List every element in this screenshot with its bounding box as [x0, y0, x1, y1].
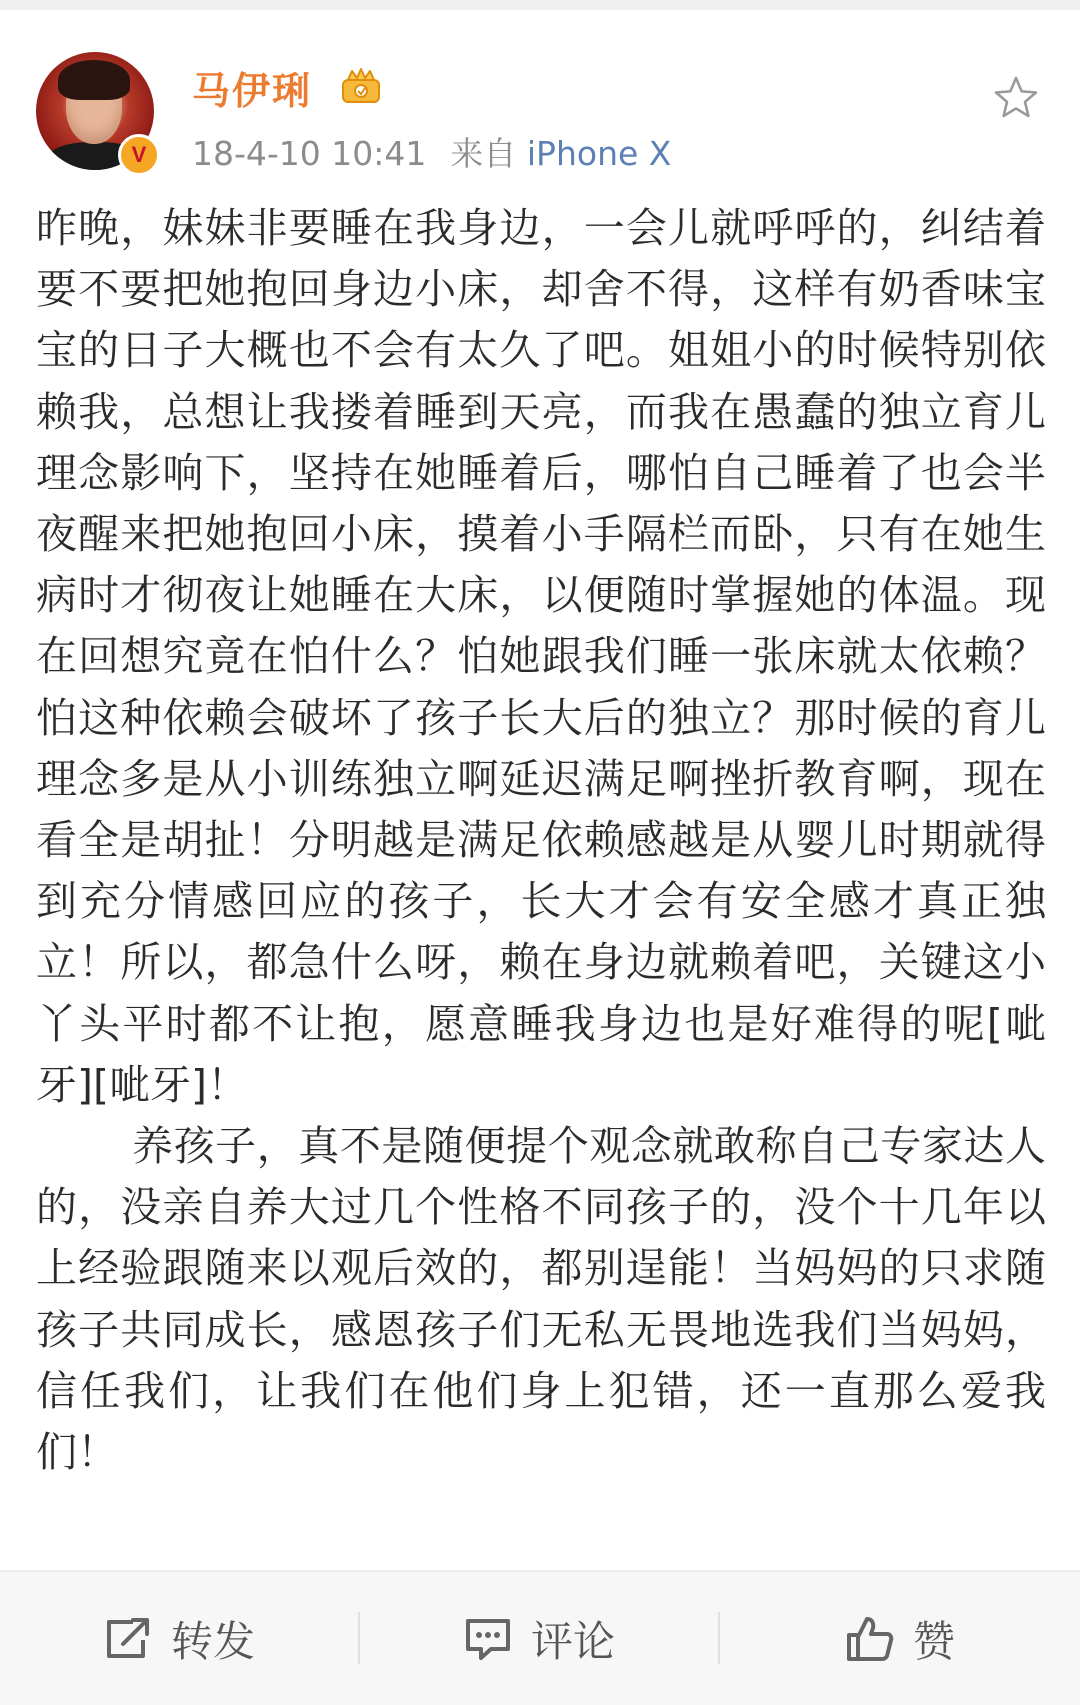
- thumbs-up-icon: [845, 1615, 895, 1663]
- avatar[interactable]: [36, 52, 154, 170]
- post-paragraph-2: 养孩子，真不是随便提个观念就敢称自己专家达人的，没亲自养大过几个性格不同孩子的，没个十几年以上经验跟随来以观后效的，都别逞能！当妈妈的只求随孩子共同成长，感恩孩子们无私无畏地选我们当妈妈，信任我们，让我们在他们身上犯错，还一直那么爱我们！: [36, 1122, 1046, 1477]
- post-paragraph-1: 昨晚，妹妹非要睡在我身边，一会儿就呼呼的，纠结着要不要把她抱回身边小床，却舍不得，这样有奶香味宝宝的日子大概也不会有太久了吧。姐姐小的时候特别依赖我，总想让我搂着睡到天亮，而我在愚蠢的独立育儿理念影响下，坚持在她睡着后，哪怕自己睡着了也会半夜醒来把她抱回小床，摸着小手隔栏而卧，只有在她生病时才彻夜让她睡在大床，以便随时掌握她的体温。现在回想究竟在怕什么？怕她跟我们睡一张床就太依赖？怕这种依赖会破坏了孩子长大后的独立？那时候的育儿理念多是从小训练独立啊延迟满足啊挫折教育啊，现在看全是胡扯！分明越是满足依赖感越是从婴儿时期就得到充分情感回应的孩子，长大才会有安全感才真正独立！所以，都急什么呀，赖在身边就赖着吧，关键这小丫头平时都不让抱，愿意睡我身边也是好难得的呢[呲牙][呲牙]！: [36, 204, 1046, 1109]
- star-icon[interactable]: [992, 74, 1040, 122]
- post-body: [36, 198, 1046, 1483]
- share-icon: [103, 1616, 153, 1662]
- like-button[interactable]: [720, 1572, 1080, 1705]
- comment-label: 评论: [530, 1616, 615, 1666]
- repost-button[interactable]: [0, 1572, 358, 1705]
- post-header: [0, 10, 1080, 173]
- repost-label: 转发: [170, 1616, 255, 1666]
- comment-button[interactable]: [360, 1572, 718, 1705]
- avatar-hair: [58, 60, 130, 100]
- verified-badge-icon: V: [118, 134, 160, 176]
- like-label: 赞: [912, 1616, 955, 1666]
- post-source-link[interactable]: iPhone X: [526, 134, 672, 173]
- post-meta: [192, 128, 671, 175]
- post-timestamp: 18-4-10 10:41: [192, 134, 427, 173]
- top-strip: [0, 0, 1080, 10]
- action-bar: [0, 1572, 1080, 1705]
- author-name[interactable]: 马伊琍: [192, 69, 313, 113]
- source-prefix: 来自: [450, 134, 517, 173]
- comment-icon: [463, 1616, 513, 1662]
- crown-vip-icon[interactable]: [340, 66, 382, 106]
